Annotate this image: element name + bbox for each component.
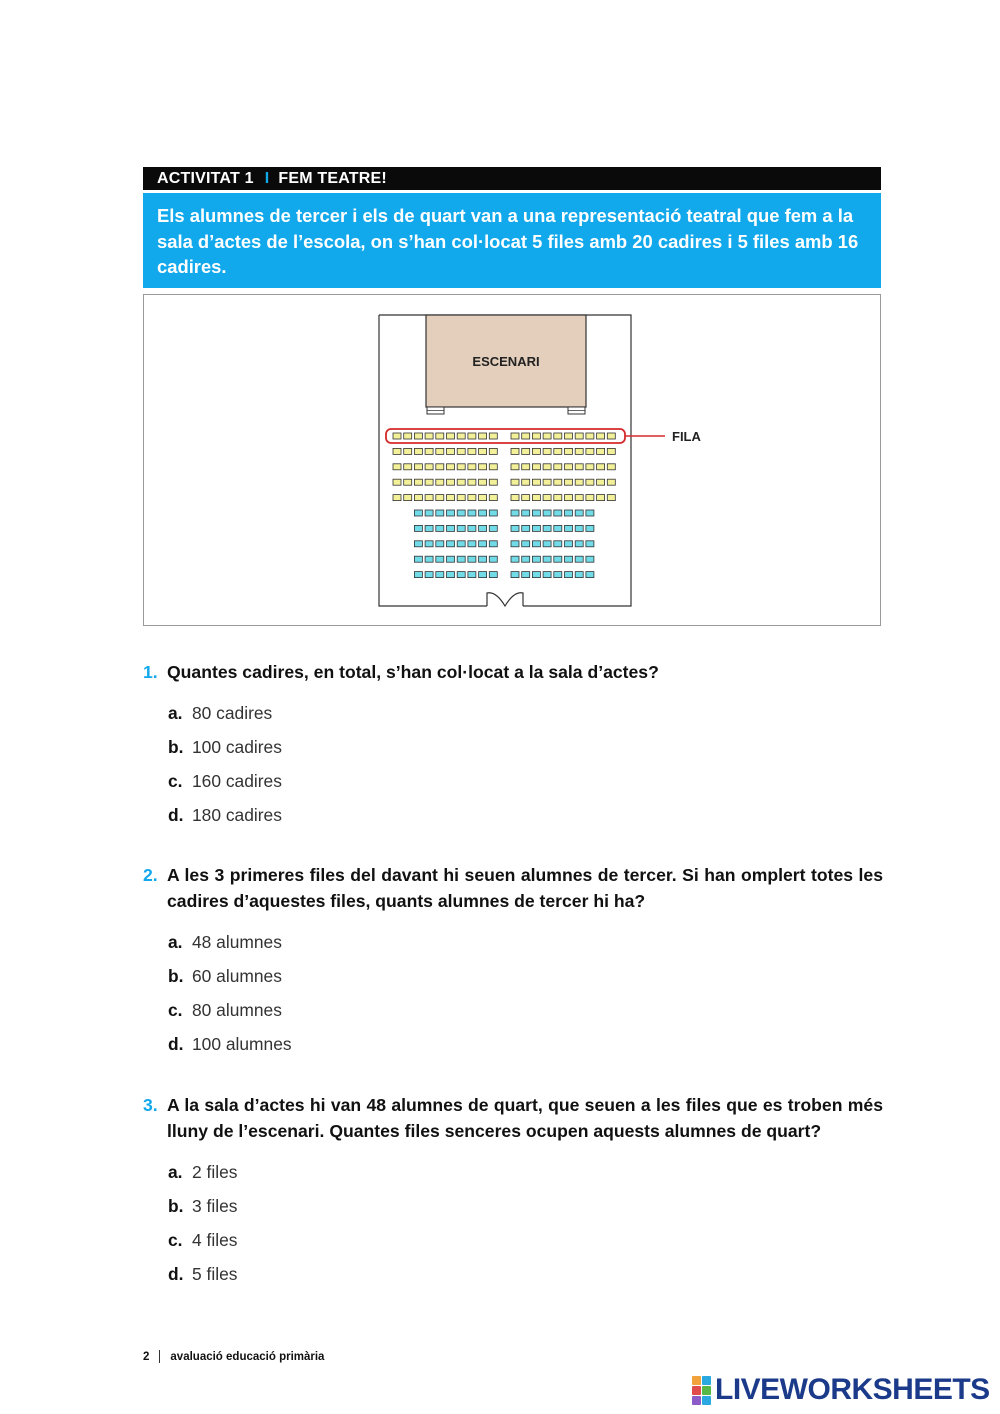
chair (565, 479, 573, 485)
chair (468, 448, 476, 454)
chair (522, 510, 530, 516)
option-letter: c. (168, 771, 183, 791)
chair (393, 448, 401, 454)
option-text: 48 alumnes (192, 931, 282, 952)
chair (436, 572, 444, 578)
chair (554, 448, 562, 454)
chair (522, 556, 530, 562)
option-letter: a. (168, 931, 183, 952)
option-text: 100 cadires (192, 737, 282, 757)
option-b[interactable] (143, 959, 883, 993)
chair (414, 510, 422, 516)
chair (489, 572, 497, 578)
option-a[interactable] (143, 1155, 883, 1189)
chair (414, 572, 422, 578)
chair (425, 448, 433, 454)
chair (511, 541, 519, 547)
theatre-diagram (143, 294, 881, 626)
option-text: 80 alumnes (192, 999, 282, 1020)
chair (586, 464, 594, 470)
door-icon (487, 593, 523, 606)
chair (468, 479, 476, 485)
chair (532, 495, 540, 501)
chair (532, 448, 540, 454)
chair (565, 510, 573, 516)
chair (511, 556, 519, 562)
chair (565, 495, 573, 501)
chair (511, 495, 519, 501)
footer-text: avaluació educació primària (170, 1350, 325, 1363)
options-list (143, 1155, 883, 1291)
chair (414, 525, 422, 531)
chair (554, 464, 562, 470)
chair (565, 525, 573, 531)
row-label: FILA (672, 429, 701, 444)
option-c[interactable] (143, 765, 883, 799)
chair (554, 495, 562, 501)
chair (575, 464, 583, 470)
question-text: Quantes cadires, en total, s’han col·locat a la sala d’actes? (167, 662, 659, 682)
chair (575, 541, 583, 547)
chair (457, 541, 465, 547)
chair (586, 525, 594, 531)
chair (489, 448, 497, 454)
option-a[interactable] (143, 697, 883, 731)
chair (489, 464, 497, 470)
chair (522, 541, 530, 547)
option-text: 180 cadires (192, 805, 282, 825)
brand-logo[interactable] (692, 1373, 990, 1407)
chair (586, 448, 594, 454)
chair (468, 525, 476, 531)
chair (543, 556, 551, 562)
chair (511, 572, 519, 578)
activity-separator: I (264, 169, 270, 187)
chair (468, 433, 476, 439)
option-b[interactable] (143, 731, 883, 765)
intro-text: Els alumnes de tercer i els de quart van a una representació teatral que fem a la sala d’actes de l’escola, on s’han col·locat 5 files amb 20 cadires i 5 files amb 16 cadires. (143, 193, 881, 288)
chair (532, 572, 540, 578)
chair (511, 464, 519, 470)
chair (543, 479, 551, 485)
chair (425, 464, 433, 470)
page-footer (143, 1350, 324, 1363)
chair (543, 448, 551, 454)
chair (414, 541, 422, 547)
chair (575, 556, 583, 562)
chair (404, 448, 412, 454)
chair (586, 479, 594, 485)
option-text: 3 files (192, 1195, 238, 1216)
option-a[interactable] (143, 925, 883, 959)
chair (511, 433, 519, 439)
chair (436, 541, 444, 547)
chair (447, 510, 455, 516)
chair (479, 572, 487, 578)
chair (565, 464, 573, 470)
chair (468, 572, 476, 578)
chair (457, 479, 465, 485)
chair (468, 495, 476, 501)
chair (532, 433, 540, 439)
chair (522, 433, 530, 439)
option-letter: b. (168, 965, 184, 986)
chair (554, 572, 562, 578)
chair (447, 433, 455, 439)
chair (414, 479, 422, 485)
chair (575, 448, 583, 454)
chair (575, 525, 583, 531)
chair (586, 433, 594, 439)
option-letter: c. (168, 999, 183, 1020)
chair (425, 479, 433, 485)
brand-name: LIVEWORKSHEETS (715, 1373, 990, 1406)
chair (425, 433, 433, 439)
chair (543, 525, 551, 531)
chair (597, 464, 605, 470)
chair (607, 479, 615, 485)
option-c[interactable] (143, 1223, 883, 1257)
chair (597, 479, 605, 485)
chair (586, 541, 594, 547)
chair (404, 479, 412, 485)
options-list (143, 925, 883, 1061)
stage-label: ESCENARI (472, 354, 540, 369)
chair (447, 495, 455, 501)
question-3 (143, 1093, 883, 1291)
question-1 (143, 660, 883, 833)
chair (522, 495, 530, 501)
chair (436, 556, 444, 562)
chair (597, 433, 605, 439)
question-text: A les 3 primeres files del davant hi seuen alumnes de tercer. Si han omplert totes les cadires d’aquestes files, quants alumnes de tercer hi ha? (167, 865, 883, 911)
theatre-svg (144, 295, 880, 625)
chair (457, 572, 465, 578)
option-text: 100 alumnes (192, 1033, 292, 1054)
chair (554, 556, 562, 562)
chair (565, 433, 573, 439)
chair (436, 448, 444, 454)
activity-title: FEM TEATRE! (278, 169, 387, 187)
chair (393, 433, 401, 439)
chair (554, 479, 562, 485)
chair (586, 495, 594, 501)
chair (479, 479, 487, 485)
chair (586, 510, 594, 516)
chair (607, 464, 615, 470)
chair (479, 510, 487, 516)
chair (468, 556, 476, 562)
chair (565, 541, 573, 547)
chair (404, 464, 412, 470)
chair (447, 479, 455, 485)
option-text: 60 alumnes (192, 965, 282, 986)
chair (457, 510, 465, 516)
chair (607, 448, 615, 454)
chair (468, 464, 476, 470)
chair (479, 495, 487, 501)
chair (457, 556, 465, 562)
question-number: 1. (143, 662, 158, 682)
option-text: 4 files (192, 1229, 238, 1250)
chair (554, 541, 562, 547)
chair (575, 433, 583, 439)
chair (511, 510, 519, 516)
chair (414, 495, 422, 501)
option-text: 2 files (192, 1161, 238, 1182)
question-text: A la sala d’actes hi van 48 alumnes de quart, que seuen a les files que es troben més lluny de l’escenari. Quantes files senceres ocupen aquests alumnes de quart? (167, 1095, 883, 1141)
footer-divider (159, 1350, 160, 1363)
chair (543, 433, 551, 439)
chair (457, 495, 465, 501)
option-letter: a. (168, 1161, 183, 1182)
options-list (143, 697, 883, 833)
chair (479, 541, 487, 547)
option-letter: b. (168, 737, 184, 757)
chair (436, 433, 444, 439)
chair (468, 541, 476, 547)
chair (436, 525, 444, 531)
chair (575, 479, 583, 485)
chair (565, 572, 573, 578)
page-number: 2 (143, 1350, 150, 1363)
chair (565, 448, 573, 454)
chair (489, 510, 497, 516)
chair (425, 541, 433, 547)
chair (404, 495, 412, 501)
chair (436, 479, 444, 485)
chair (489, 433, 497, 439)
chair (522, 525, 530, 531)
option-letter: d. (168, 1033, 184, 1054)
option-d[interactable] (143, 1257, 883, 1291)
chair (479, 448, 487, 454)
chair (489, 479, 497, 485)
chair (489, 541, 497, 547)
chair (575, 572, 583, 578)
question-number: 3. (143, 1095, 158, 1115)
chair (479, 556, 487, 562)
option-text: 80 cadires (192, 703, 273, 723)
chair (414, 464, 422, 470)
option-letter: d. (168, 805, 184, 825)
chair (554, 433, 562, 439)
question-2 (143, 863, 883, 1061)
chair (511, 448, 519, 454)
chair (522, 464, 530, 470)
chair (393, 464, 401, 470)
chair (479, 433, 487, 439)
chair (425, 556, 433, 562)
chair (586, 572, 594, 578)
option-letter: b. (168, 1195, 184, 1216)
chair (543, 572, 551, 578)
chair (414, 556, 422, 562)
chair (532, 510, 540, 516)
chair (511, 525, 519, 531)
chair (607, 495, 615, 501)
chair (447, 464, 455, 470)
chair (457, 464, 465, 470)
activity-header (143, 167, 881, 190)
chair (457, 433, 465, 439)
option-letter: d. (168, 1263, 184, 1284)
chair (597, 495, 605, 501)
chair (597, 448, 605, 454)
chair (532, 525, 540, 531)
chair (393, 479, 401, 485)
option-d[interactable] (143, 1027, 883, 1061)
chair (414, 448, 422, 454)
chair (532, 479, 540, 485)
chair (607, 433, 615, 439)
chair (436, 464, 444, 470)
option-b[interactable] (143, 1189, 883, 1223)
chair (425, 572, 433, 578)
chairs-group (393, 433, 615, 578)
chair (447, 572, 455, 578)
chair (543, 464, 551, 470)
chair (447, 556, 455, 562)
brand-logo-icon (692, 1376, 711, 1405)
chair (436, 510, 444, 516)
option-letter: c. (168, 1229, 183, 1250)
chair (543, 541, 551, 547)
chair (532, 556, 540, 562)
chair (457, 525, 465, 531)
chair (554, 525, 562, 531)
chair (543, 495, 551, 501)
chair (511, 479, 519, 485)
chair (447, 448, 455, 454)
question-number: 2. (143, 865, 158, 885)
chair (532, 464, 540, 470)
chair (489, 525, 497, 531)
chair (565, 556, 573, 562)
chair (522, 448, 530, 454)
option-text: 160 cadires (192, 771, 282, 791)
chair (522, 572, 530, 578)
chair (404, 433, 412, 439)
chair (575, 495, 583, 501)
chair (489, 556, 497, 562)
chair (468, 510, 476, 516)
option-c[interactable] (143, 993, 883, 1027)
chair (393, 495, 401, 501)
chair (414, 433, 422, 439)
chair (425, 525, 433, 531)
chair (425, 495, 433, 501)
chair (586, 556, 594, 562)
option-d[interactable] (143, 799, 883, 833)
chair (575, 510, 583, 516)
chair (522, 479, 530, 485)
chair (554, 510, 562, 516)
chair (479, 525, 487, 531)
chair (489, 495, 497, 501)
chair (479, 464, 487, 470)
chair (447, 541, 455, 547)
chair (436, 495, 444, 501)
chair (425, 510, 433, 516)
chair (532, 541, 540, 547)
chair (543, 510, 551, 516)
chair (447, 525, 455, 531)
activity-label: ACTIVITAT 1 (157, 169, 254, 187)
option-text: 5 files (192, 1263, 238, 1284)
chair (457, 448, 465, 454)
option-letter: a. (168, 703, 183, 723)
